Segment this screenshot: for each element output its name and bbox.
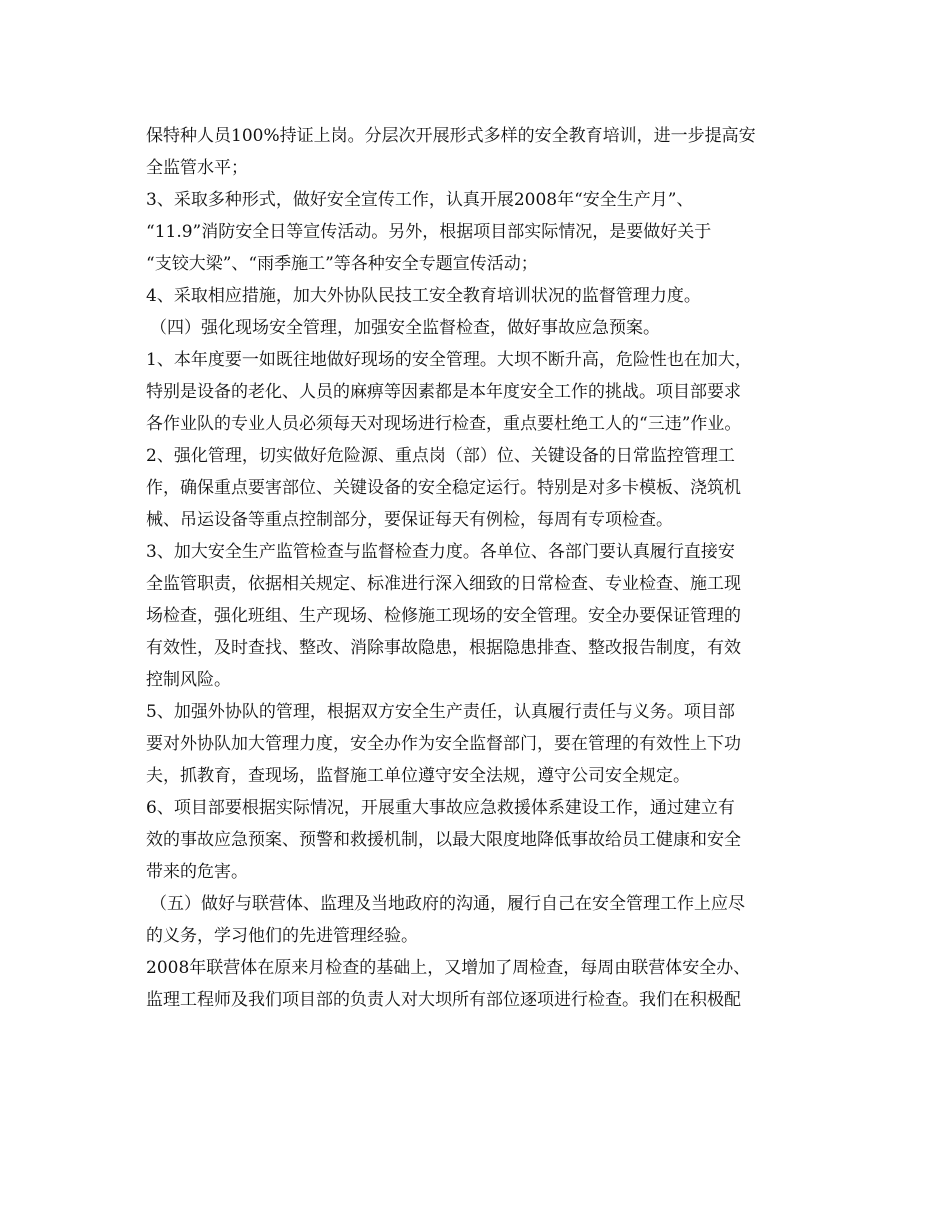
text-line: 要对外协队加大管理力度，安全办作为安全监督部门，要在管理的有效性上下功: [146, 734, 741, 754]
text-line: 全监管水平；: [146, 158, 248, 178]
text-line: 特别是设备的老化、人员的麻痹等因素都是本年度安全工作的挑战。项目部要求: [146, 382, 741, 402]
text-line: 全监管职责，依据相关规定、标准进行深入细致的日常检查、专业检查、施工现: [146, 574, 741, 594]
text-line: “支铰大梁”、“雨季施工”等各种安全专题宣传活动；: [146, 254, 538, 274]
text-line: 控制风险。: [146, 670, 231, 690]
text-line: 监理工程师及我们项目部的负责人对大坝所有部位逐项进行检查。我们在积极配: [146, 990, 741, 1010]
text-line: 有效性，及时查找、整改、消除事故隐患，根据隐患排查、整改报告制度，有效: [146, 638, 741, 658]
text-line: 5、加强外协队的管理，根据双方安全生产责任，认真履行责任与义务。项目部: [146, 702, 735, 722]
text-line: 4、采取相应措施，加大外协队民技工安全教育培训状况的监督管理力度。: [146, 286, 701, 306]
text-line: 6、项目部要根据实际情况，开展重大事故应急救援体系建设工作，通过建立有: [146, 798, 735, 818]
text-line: 各作业队的专业人员必须每天对现场进行检查，重点要杜绝工人的“三违”作业。: [146, 414, 742, 434]
text-line: 1、本年度要一如既往地做好现场的安全管理。大坝不断升高，危险性也在加大，: [146, 350, 752, 370]
text-line: 的义务，学习他们的先进管理经验。: [146, 926, 418, 946]
text-line: 保特种人员100%持证上岗。分层次开展形式多样的安全教育培训，进一步提高安: [146, 126, 756, 146]
section-heading-5: （五）做好与联营体、监理及当地政府的沟通，履行自己在安全管理工作上应尽: [150, 894, 745, 914]
text-line: 作，确保重点要害部位、关键设备的安全稳定运行。特别是对多卡模板、浇筑机: [146, 478, 741, 498]
text-line: 2、强化管理，切实做好危险源、重点岗（部）位、关键设备的日常监控管理工: [146, 446, 735, 466]
text-line: 3、加大安全生产监管检查与监督检查力度。各单位、各部门要认真履行直接安: [146, 542, 735, 562]
text-line: 效的事故应急预案、预警和救援机制，以最大限度地降低事故给员工健康和安全: [146, 830, 741, 850]
text-line: 2008年联营体在原来月检查的基础上，又增加了周检查，每周由联营体安全办、: [146, 958, 751, 978]
text-line: “11.9”消防安全日等宣传活动。另外，根据项目部实际情况，是要做好关于: [146, 222, 712, 242]
section-heading-4: （四）强化现场安全管理，加强安全监督检查，做好事故应急预案。: [150, 318, 660, 338]
text-line: 带来的危害。: [146, 862, 248, 882]
text-line: 场检查，强化班组、生产现场、检修施工现场的安全管理。安全办要保证管理的: [146, 606, 741, 626]
document-body: [146, 120, 826, 1016]
text-line: 夫，抓教育，查现场，监督施工单位遵守安全法规，遵守公司安全规定。: [146, 766, 690, 786]
text-line: 械、吊运设备等重点控制部分，要保证每天有例检，每周有专项检查。: [146, 510, 673, 530]
text-line: 3、采取多种形式，做好安全宣传工作，认真开展2008年“安全生产月”、: [146, 190, 694, 210]
